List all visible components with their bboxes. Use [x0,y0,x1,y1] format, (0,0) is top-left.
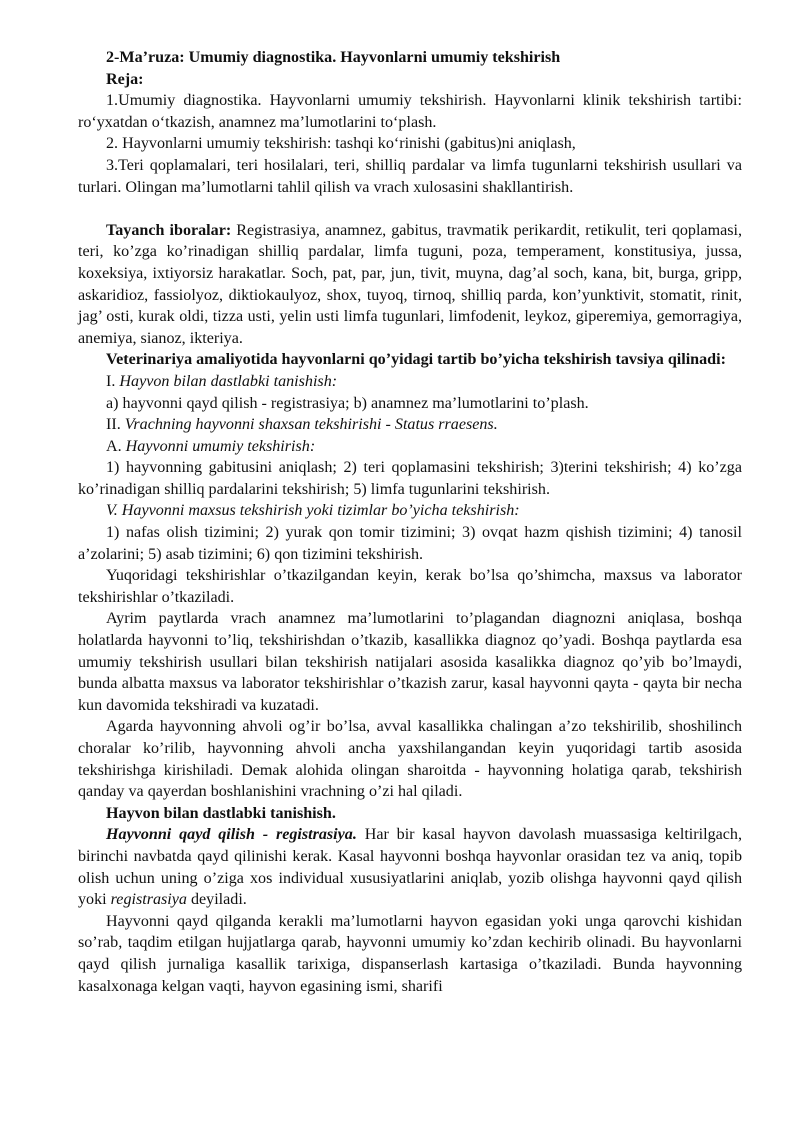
keywords-paragraph [78,220,742,350]
registration-paragraph: Hayvonni qayd qilish - registrasiya. Har bir kasal hayvon davolash muassasiga keltirilgach, birinchi navbatda qayd qilinishi kerak. Kasal hayvonni boshqa hayvonlar orasidan tez va aniq, topib olish uchun uning o’ziga xos individual xususiyatlarini aniqlab, yozib olishga hayvonni qayd qilish yoki registrasiya deyiladi. [78,826,742,909]
keywords-label: Tayanch iboralar: [106,221,232,239]
registration-lead: Hayvonni qayd qilish - registrasiya. [106,826,357,844]
plan-item: 2. Hayvonlarni umumiy tekshirish: tashqi ko‘rinishi (gabitus)ni aniqlash, [106,135,576,153]
section-heading: Hayvon bilan dastlabki tanishish. [106,804,336,822]
section-A-text: 1) hayvonning gabitusini aniqlash; 2) teri qoplamasini tekshirish; 3)terini tekshirish; 4) ko’zga ko’rinadigan shilliq pardalarini tekshirish; 5) limfa tugunlarini tekshirish. [78,459,742,498]
blank-line [78,198,742,220]
plan-item: 3.Teri qoplamalari, teri hosilalari, teri, shilliq pardalar va limfa tugunlarni tekshirish usullari va turlari. Olingan ma’lumotlarni tahlil qilish va vrach xulosasini shakllantirish. [78,156,742,196]
registration-term: registrasiya [110,891,187,909]
lecture-title: 2-Ma’ruza: Umumiy diagnostika. Hayvonlarni umumiy tekshirish [106,49,561,66]
body-paragraph: Agarda hayvonning ahvoli og’ir bo’lsa, avval kasallikka chalingan a’zo tekshirilib, shoshilinch choralar ko’rilib, hayvonning ahvoli ancha yaxshilangandan keyin yuqoridagi tartib asosida tekshirishga kirishiladi. Demak alohida olingan sharoitda - hayvonning holatiga qarab, tekshirish qanday va qayerdan boshlanishini vrachning o’zi hal qiladi. [78,718,742,801]
body-paragraph: Yuqoridagi tekshirishlar o’tkazilgandan keyin, kerak bo’lsa qo’shimcha, maxsus va laborator tekshirishlar o’tkaziladi. [78,567,742,606]
body-paragraph: Hayvonni qayd qilganda kerakli ma’lumotlarni hayvon egasidan yoki unga qarovchi kishidan so’rab, taqdim etilgan hujjatlarga qarab, hayvonni umumiy ko’zdan kechirib olinadi. Bu hayvonlarni qayd qilish jurnaliga kasallik tarixiga, dispanserlash kartasiga o’tkaziladi. Bunda hayvonning kasalxonaga kelgan vaqti, hayvon egasining ismi, sharifi [78,912,742,995]
section-V-text: 1) nafas olish tizimini; 2) yurak qon tomir tizimini; 3) ovqat hazm qishish tizimini; 4) tanosil a’zolarini; 5) asab tizimini; 6) qon tizimini tekshirish. [78,524,742,563]
body-paragraph: Ayrim paytlarda vrach anamnez ma’lumotlarini to’plagandan diagnozni aniqlasa, boshqa holatlarda hayvonni to’liq, tekshirishdan o’tkazib, kasallikka diagnoz qo’yadi. Boshqa paytlarda esa umumiy tekshirish usullari bilan tekshirish natijalari asosida kasalikka diagnoz qo’yib bo’lmaydi, bunda albatta maxsus va laborator tekshirishlar o’tkazish zarur, kasal hayvonni qayta - qayta bir necha kun davomida tekshiradi va kuzatadi. [78,610,742,714]
section-A-heading: A. Hayvonni umumiy tekshirish: [106,437,316,455]
section-I-text: a) hayvonni qayd qilish - registrasiya; b) anamnez ma’lumotlarini to’plash. [106,394,589,412]
plan-item: 1.Umumiy diagnostika. Hayvonlarni umumiy tekshirish. Hayvonlarni klinik tekshirish tartibi: ro‘yxatdan o‘tkazish, anamnez ma’lumotlarini to‘plash. [78,92,742,131]
keywords-text: Registrasiya, anamnez, gabitus, travmatik perikardit, retikulit, teri qoplamasi, teri, ko’zga ko’rinadigan shilliq pardalar, limfa tuguni, poza, temperament, konstitusiya, jussa, koxeksiya, ixtiyorsiz harakatlar. Soch, pat, par, jun, tivit, muyna, dag’al soch, kana, bit, burga, gripp, askaridioz, fassiolyoz, diktiokaulyoz, shox, tuyoq, tirnoq, shilliq parda, kon’yunktivit, stomatit, rinit, jag’ osti, kurak oldi, tizza usti, yelin usti limfa tugunlari, limfodenit, leykoz, giperemiya, gemorragiya, anemiya, sianoz, ikteriya. [78,221,742,347]
vet-heading: Veterinariya amaliyotida hayvonlarni qo’yidagi tartib bo’yicha tekshirish tavsiya qilinadi: [106,351,726,369]
section-V-heading: V. Hayvonni maxsus tekshirish yoki tizimlar bo’yicha tekshirish: [106,502,520,520]
plan-heading: Reja: [106,70,144,88]
section-I-heading: I. Hayvon bilan dastlabki tanishish: [106,372,338,390]
section-II-heading: II. Vrachning hayvonni shaxsan tekshirishi - Status rraesens. [106,416,498,434]
